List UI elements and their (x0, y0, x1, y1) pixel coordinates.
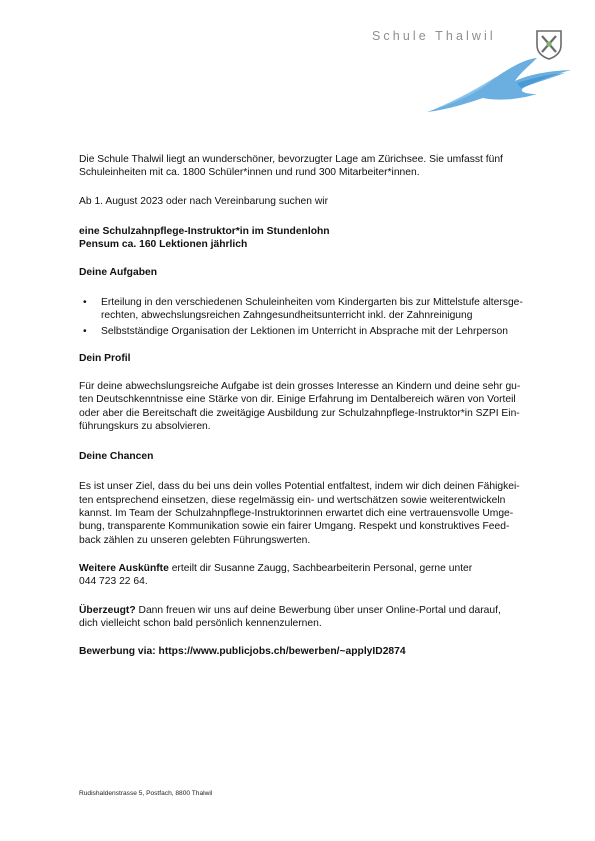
section-heading-profil: Dein Profil (79, 352, 131, 364)
profil-paragraph (79, 380, 559, 433)
list-item (79, 296, 559, 323)
chancen-line: bung, transparente Kommunikation sowie ein fairer Umgang. Respekt und konstruktives Feed- (79, 521, 510, 533)
position-pensum: Pensum ca. 160 Lektionen jährlich (79, 239, 248, 251)
section-heading-chancen: Deine Chancen (79, 451, 154, 463)
logo-wave-graphic (425, 54, 575, 116)
footer-address: Rudishaldenstrasse 5, Postfach, 8800 Thalwil (79, 790, 213, 797)
apply-label: Überzeugt? (79, 604, 136, 616)
profil-line: ten Deutschkenntnisse eine Stärke von dir. Einige Erfahrung im Dentalbereich wären von Vorteil (79, 394, 516, 406)
chancen-line: kannst. Im Team der Schulzahnpflege-Instruktorinnen erwartet dich eine vertrauensvolle Umge- (79, 508, 514, 520)
profil-line: oder aber die Bereitschaft die zweitägige Ausbildung zur Schulzahnpflege-Instruktor*in SZPI Ein- (79, 407, 520, 419)
profil-line: Für deine abwechslungsreiche Aufgabe ist dein grosses Interesse an Kindern und deine sehr gu- (79, 380, 521, 392)
intro-line: Die Schule Thalwil liegt an wunderschöner, bevorzugter Lage am Zürichsee. Sie umfasst fünf (79, 154, 503, 165)
position-name: eine Schulzahnpflege-Instruktor*in im Stundenlohn (79, 225, 330, 237)
chancen-paragraph (79, 480, 559, 546)
position-title (79, 225, 559, 252)
list-item (79, 325, 559, 338)
section-heading-aufgaben: Deine Aufgaben (79, 267, 157, 279)
apply-text: Dann freuen wir uns auf deine Bewerbung über unser Online-Portal und darauf, (135, 604, 501, 616)
task-list (79, 296, 559, 339)
list-item-text: Erteilung in den verschiedenen Schuleinheiten vom Kindergarten bis zur Mittelstufe altersge- (101, 296, 523, 308)
list-item-text: rechten, abwechslungsreichen Zahngesundheitsunterricht inkl. der Zahnreinigung (101, 310, 473, 322)
apply-paragraph (79, 604, 559, 631)
coat-of-arms-icon (536, 30, 562, 60)
intro-line: Schuleinheiten mit ca. 1800 Schüler*innen und rund 300 Mitarbeiter*innen. (79, 167, 420, 179)
chancen-line: ten entsprechend einsetzen, diese regelmässig ein- und wertschätzen sowie weiterentwickeln (79, 494, 506, 506)
profil-line: führungskurs zu absolvieren. (79, 420, 211, 432)
contact-paragraph (79, 562, 559, 589)
chancen-line: Es ist unser Ziel, dass du bei uns dein volles Potential entfaltest, indem wir dich deinen Fähigkei- (79, 481, 520, 493)
apply-text-line2: dich vielleicht schon bald persönlich kennenzulernen. (79, 617, 322, 629)
contact-label: Weitere Auskünfte (79, 562, 169, 574)
bullet: • (83, 296, 87, 308)
intro-paragraph (79, 153, 559, 180)
application-link: Bewerbung via: https://www.publicjobs.ch/bewerben/~applyID2874 (79, 646, 406, 658)
chancen-line: back zählen zu unseren gelebten Führungswerten. (79, 534, 311, 546)
job-posting-body (79, 153, 559, 658)
offer-line: Ab 1. August 2023 oder nach Vereinbarung suchen wir (79, 195, 329, 207)
contact-text: erteilt dir Susanne Zaugg, Sachbearbeiterin Personal, gerne unter (168, 562, 473, 574)
contact-phone: 044 723 22 64. (79, 576, 148, 588)
list-item-text: Selbstständige Organisation der Lektionen im Unterricht in Absprache mit der Lehrperson (101, 326, 508, 338)
bullet: • (83, 326, 87, 338)
logo-text: Schule Thalwil (372, 29, 496, 43)
